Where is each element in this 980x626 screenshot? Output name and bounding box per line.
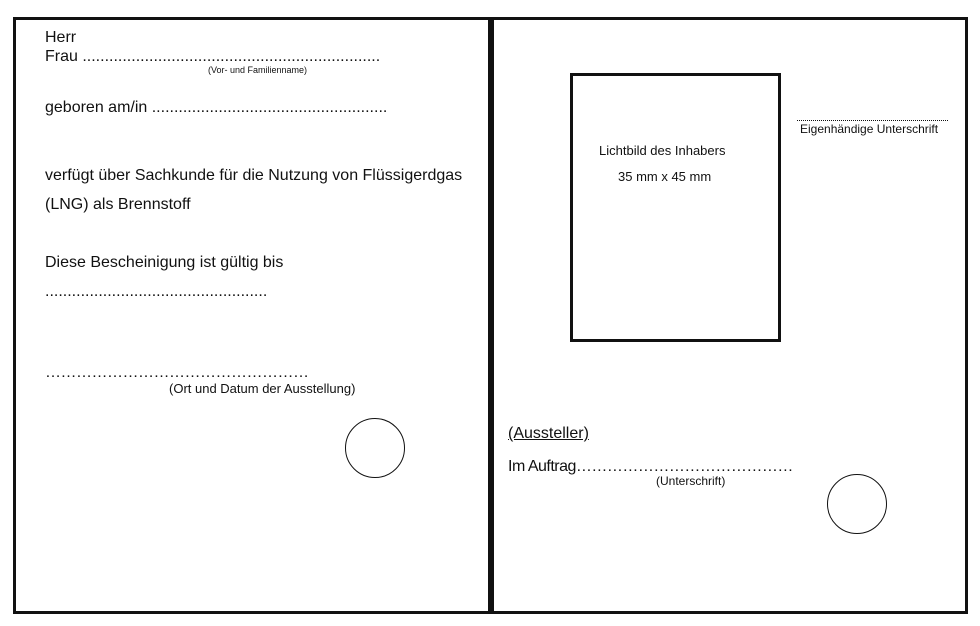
on-behalf-line: Im Auftrag…………………………………… <box>508 458 793 475</box>
validity-text: Diese Bescheinigung ist gültig bis <box>45 254 284 271</box>
salutation-herr: Herr <box>45 29 77 46</box>
own-signature-hint: Eigenhändige Unterschrift <box>800 122 939 136</box>
issuer-label: (Aussteller) <box>508 425 589 442</box>
place-date-hint: (Ort und Datum der Ausstellung) <box>169 381 356 396</box>
signature-line <box>797 120 948 121</box>
birth-line: geboren am/in ..................................................... <box>45 99 388 116</box>
expertise-text-line2: (LNG) als Brennstoff <box>45 196 191 213</box>
photo-box <box>570 73 781 342</box>
validity-dots: .................................................. <box>45 283 268 300</box>
name-hint: (Vor- und Familienname) <box>208 65 308 75</box>
place-date-dots: …………………………………………… <box>45 364 309 381</box>
photo-label: Lichtbild des Inhabers <box>599 143 726 158</box>
photo-size: 35 mm x 45 mm <box>618 169 712 184</box>
signature-label: (Unterschrift) <box>656 474 726 488</box>
stamp-circle-right <box>827 474 887 534</box>
stamp-circle-left <box>345 418 405 478</box>
expertise-text-line1: verfügt über Sachkunde für die Nutzung von Flüssigerdgas <box>45 167 463 184</box>
salutation-frau-line: Frau ................................................................... <box>45 48 381 65</box>
